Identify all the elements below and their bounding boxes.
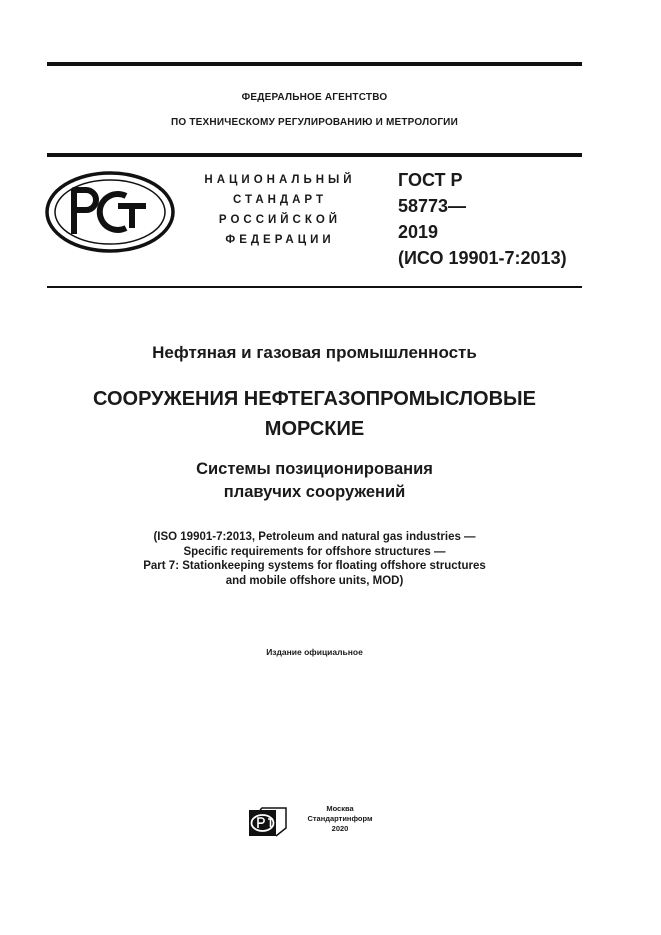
iso-reference-line: and mobile offshore units, MOD): [225, 574, 404, 587]
standard-type-line: НАЦИОНАЛЬНЫЙ: [204, 174, 356, 186]
designation-line: (ИСО 19901-7:2013): [398, 248, 567, 268]
designation-line: 58773—: [398, 196, 467, 216]
standard-type-line: РОССИЙСКОЙ: [218, 214, 342, 226]
main-title: [47, 384, 582, 444]
designation-line: ГОСТ Р: [398, 170, 463, 190]
iso-reference-line: (ISO 19901-7:2013, Petroleum and natural gas industries —: [153, 531, 476, 543]
main-title-line: СООРУЖЕНИЯ НЕФТЕГАЗОПРОМЫСЛОВЫЕ: [93, 388, 536, 410]
standard-type-block: [190, 170, 370, 250]
edition-label: Издание официальное: [266, 647, 363, 657]
agency-name-line2: ПО ТЕХНИЧЕСКОМУ РЕГУЛИРОВАНИЮ И МЕТРОЛОГИИ: [171, 117, 458, 128]
standartinform-logo-icon: [248, 807, 288, 837]
iso-reference-line: Part 7: Stationkeeping systems for floating offshore structures: [143, 560, 486, 572]
top-rule: [47, 62, 582, 66]
middle-rule: [47, 153, 582, 157]
standard-type-line: ФЕДЕРАЦИИ: [225, 234, 335, 246]
publisher-city: Москва: [326, 804, 354, 813]
publisher-info: [297, 804, 383, 834]
publisher-year: 2020: [331, 824, 349, 833]
standard-type-line: СТАНДАРТ: [233, 194, 327, 206]
iso-reference: [47, 530, 582, 588]
standard-designation: [398, 167, 567, 271]
main-title-line: МОРСКИЕ: [264, 418, 365, 440]
publisher-name: Стандартинформ: [307, 814, 373, 823]
sub-title-line: плавучих сооружений: [223, 483, 406, 501]
bottom-rule: [47, 286, 582, 288]
designation-line: 2019: [398, 222, 439, 242]
agency-name-line1: ФЕДЕРАЛЬНОЕ АГЕНТСТВО: [241, 92, 388, 103]
industry-title: Нефтяная и газовая промышленность: [152, 343, 477, 362]
rst-certification-mark-icon: [44, 170, 176, 254]
sub-title: [47, 458, 582, 504]
iso-reference-line: Specific requirements for offshore structures —: [183, 545, 446, 558]
sub-title-line: Системы позиционирования: [196, 460, 433, 478]
